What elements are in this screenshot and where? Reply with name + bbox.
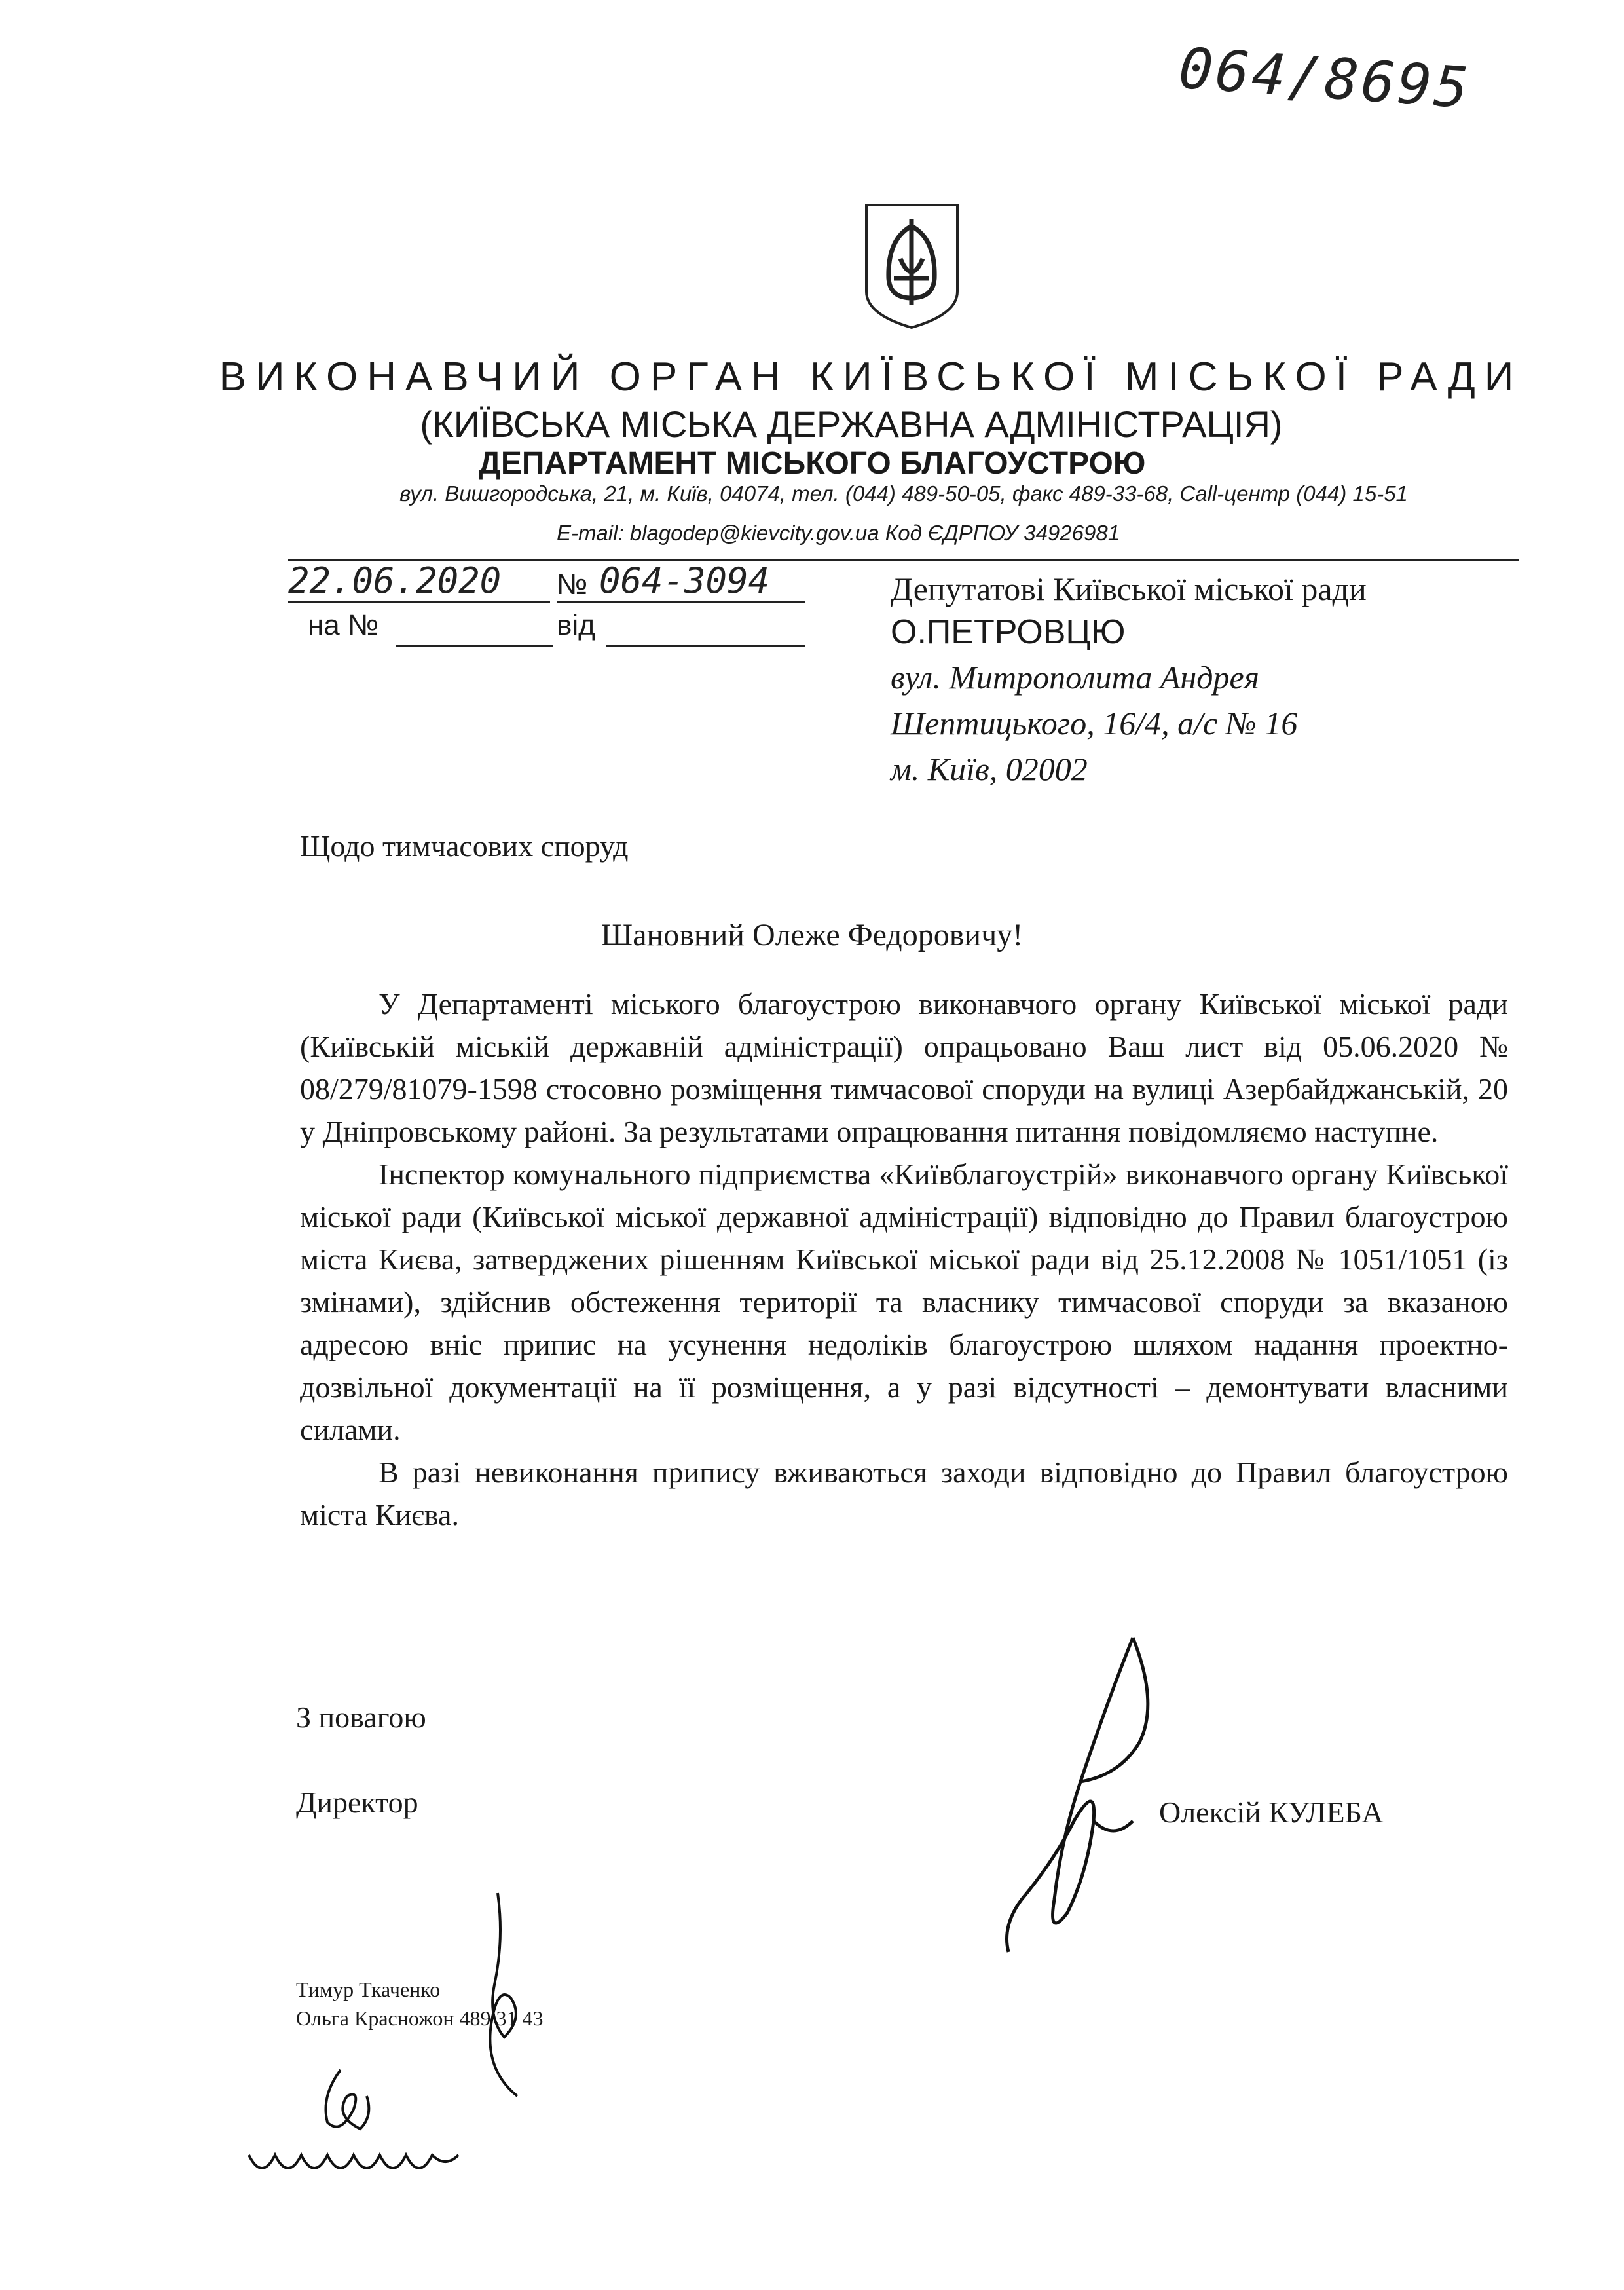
recipient-title: Депутатові Київської міської ради xyxy=(891,571,1367,607)
recipient-name: О.ПЕТРОВЦЮ xyxy=(891,613,1126,651)
letter-subject: Щодо тимчасових споруд xyxy=(300,829,629,863)
body-paragraph: Інспектор комунального підприємства «Київблагоустрій» виконавчого органу Київської міської ради (Київської міської державної адміністрації) відповідно до Правил благоустрою міста Києва, затверджених рішенням Київської міської ради від 25.12.2008 № 1051/1051 (із змінами), здійснив обстеження території та власнику тимчасової споруди за вказаною адресою вніс припис на усунення недоліків благоустрою шляхом надання проектно-дозвільної документації на її розміщення, а у разі відсутності – демонтувати власними силами. xyxy=(300,1157,1508,1446)
body-paragraph: В разі невиконання припису вживаються заходи відповідно до Правил благоустрою міста Києва. xyxy=(300,1455,1508,1531)
reference-number-line xyxy=(396,645,553,647)
organization-name: ВИКОНАВЧИЙ ОРГАН КИЇВСЬКОЇ МІСЬКОЇ РАДИ xyxy=(219,354,1523,400)
outgoing-number-label: № xyxy=(557,569,588,601)
recipient-address-street: вул. Митрополита Андрея xyxy=(891,659,1259,696)
reference-number-label: на № xyxy=(308,609,379,641)
contact-email: E-mail: blagodep@kievcity.gov.ua Код ЄДРПОУ 34926981 xyxy=(556,521,1120,545)
reference-date-line xyxy=(606,645,805,647)
outgoing-number: 064-3094 xyxy=(599,560,770,601)
salutation: Шановний Олеже Федоровичу! xyxy=(600,918,1024,952)
department-name: ДЕПАРТАМЕНТ МІСЬКОГО БЛАГОУСТРОЮ xyxy=(478,446,1146,481)
coat-of-arms-icon xyxy=(861,200,963,331)
director-signature xyxy=(982,1624,1192,1965)
reference-date-label: від xyxy=(557,609,595,641)
executor-line: Ольга Красножон 489 31 43 xyxy=(296,2006,544,2030)
recipient-address-building: Шептицького, 16/4, а/с № 16 xyxy=(891,705,1298,741)
number-underline xyxy=(557,601,805,603)
organization-subtitle: (КИЇВСЬКА МІСЬКА ДЕРЖАВНА АДМІНІСТРАЦІЯ) xyxy=(420,404,1283,445)
recipient-address-city: м. Київ, 02002 xyxy=(891,751,1088,787)
signer-name: Олексій КУЛЕБА xyxy=(1159,1795,1384,1829)
body-paragraph: У Департаменті міського благоустрою виконавчого органу Київської міської ради (Київській міській державній адміністрації) опрацьовано Ваш лист від 05.06.2020 № 08/279/81079-1598 стосовно розміщення тимчасової споруди на вулиці Азербайджанській, 20 у Дніпровському районі. За результатами опрацювання питання повідомляємо наступне. xyxy=(300,987,1508,1148)
letter-body xyxy=(300,983,1508,1536)
executor-line: Тимур Ткаченко xyxy=(296,1978,441,2001)
registration-note: 064/8695 xyxy=(1177,35,1473,122)
contact-address: вул. Вишгородська, 21, м. Київ, 04074, тел. (044) 489-50-05, факс 489-33-68, Call-центр (044) 15-51 xyxy=(399,481,1408,506)
closing: З повагою xyxy=(296,1700,426,1734)
handwritten-signature xyxy=(242,2057,491,2188)
signer-position: Директор xyxy=(296,1786,418,1819)
date-underline xyxy=(288,601,550,603)
outgoing-date: 22.06.2020 xyxy=(288,560,502,601)
